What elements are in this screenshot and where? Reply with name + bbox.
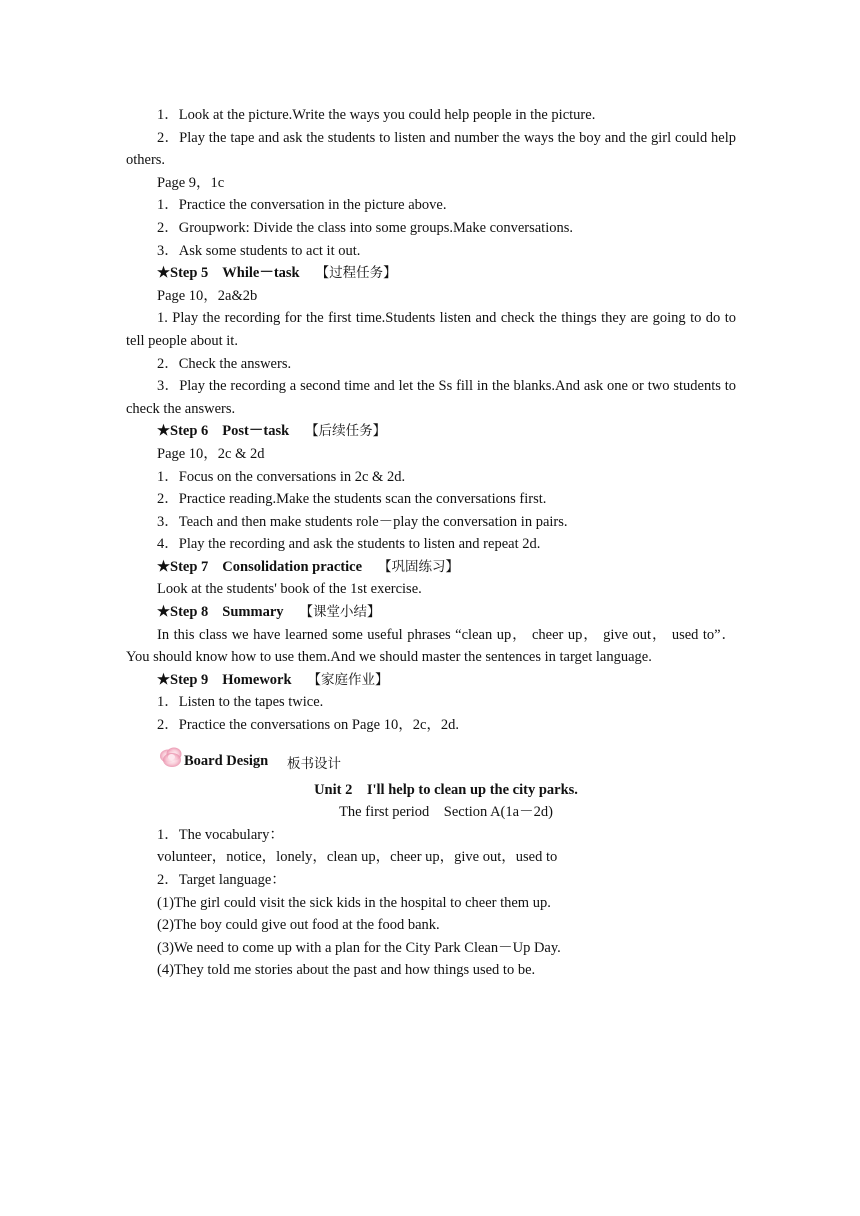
- step9-heading: [126, 669, 736, 692]
- board-design-cn: 板书设计: [287, 755, 341, 772]
- text-line: Look at the students' book of the 1st exercise.: [157, 581, 422, 598]
- step6-cn: 【后续任务】: [305, 423, 387, 440]
- text-line: 1．Focus on the conversations in 2c & 2d.: [157, 468, 406, 485]
- text-line: 1．The vocabulary：: [157, 826, 284, 843]
- step5-heading: [126, 262, 736, 285]
- text-line: (3)We need to come up with a plan for the City Park Clean－Up Day.: [157, 939, 561, 956]
- text-line: 4．Play the recording and ask the students to listen and repeat 2d.: [157, 536, 541, 553]
- text-line: Page 10，2c & 2d: [157, 445, 265, 462]
- step8-cn: 【课堂小结】: [299, 604, 381, 621]
- step7-title: Consolidation practice: [222, 558, 363, 575]
- activity-list-a: [126, 104, 736, 262]
- text-line: 1. Play the recording for the first time.Students listen and check the things they are going to do to tell people about it.: [126, 310, 736, 349]
- step8-title: Summary: [222, 604, 284, 621]
- board-design-heading: [126, 747, 736, 777]
- activity-list-e: [126, 624, 736, 669]
- text-line: 3．Ask some students to act it out.: [157, 242, 361, 259]
- step5-label: ★Step 5: [157, 265, 209, 282]
- activity-list-f: [126, 691, 736, 736]
- step9-cn: 【家庭作业】: [307, 671, 389, 688]
- text-line: volunteer，notice，lonely，clean up，cheer up，give out，used to: [157, 849, 558, 866]
- unit-title: [126, 779, 736, 802]
- text-line: 3．Teach and then make students role－play the conversation in pairs.: [157, 513, 568, 530]
- activity-list-b: [126, 285, 736, 421]
- board-content-list: [126, 824, 736, 982]
- text-line: 3．Play the recording a second time and let the Ss fill in the blanks.And ask one or two students to check the answers.: [126, 378, 736, 417]
- step9-title: Homework: [222, 671, 292, 688]
- text-line: Page 9，1c: [157, 174, 225, 191]
- step7-heading: [126, 556, 736, 579]
- step6-heading: [126, 420, 736, 443]
- step7-cn: 【巩固练习】: [378, 558, 460, 575]
- text-line: 1．Look at the picture.Write the ways you could help people in the picture.: [157, 107, 596, 123]
- period-title: [126, 801, 736, 824]
- document-page: [126, 104, 736, 982]
- step6-title: Post－task: [222, 423, 290, 440]
- flower-icon: [159, 745, 185, 771]
- board-design-title: Board Design: [184, 752, 269, 769]
- text-line: (4)They told me stories about the past and how things used to be.: [157, 962, 536, 979]
- text-line: 2．Target language：: [157, 872, 286, 888]
- activity-list-d: [126, 578, 736, 601]
- step5-title: While－task: [222, 265, 300, 282]
- step8-heading: [126, 601, 736, 624]
- step9-label: ★Step 9: [157, 671, 209, 688]
- step5-cn: 【过程任务】: [315, 265, 397, 282]
- text-line: In this class we have learned some useful phrases “clean up， cheer up， give out， used to”． You should know how to use them.And we should master the sentences in target language.: [126, 626, 736, 666]
- text-line: (1)The girl could visit the sick kids in the hospital to cheer them up.: [157, 894, 551, 911]
- step7-label: ★Step 7: [157, 558, 209, 575]
- text-line: 2．Play the tape and ask the students to listen and number the ways the boy and the girl could help others.: [126, 129, 736, 169]
- text-line: 2．Practice reading.Make the students scan the conversations first.: [157, 491, 547, 508]
- period-title-text: The first period Section A(1a－2d): [339, 804, 553, 821]
- unit-title-text: Unit 2 I'll help to clean up the city parks.: [314, 781, 578, 798]
- text-line: 1．Listen to the tapes twice.: [157, 694, 324, 711]
- step6-label: ★Step 6: [157, 423, 209, 440]
- text-line: Page 10，2a&2b: [157, 287, 258, 304]
- activity-list-c: [126, 443, 736, 556]
- text-line: 1．Practice the conversation in the picture above.: [157, 197, 447, 214]
- text-line: 2．Groupwork: Divide the class into some groups.Make conversations.: [157, 219, 573, 236]
- text-line: 2．Check the answers.: [157, 355, 292, 372]
- text-line: 2．Practice the conversations on Page 10，2c，2d.: [157, 717, 460, 734]
- text-line: (2)The boy could give out food at the food bank.: [157, 917, 440, 934]
- step8-label: ★Step 8: [157, 604, 209, 621]
